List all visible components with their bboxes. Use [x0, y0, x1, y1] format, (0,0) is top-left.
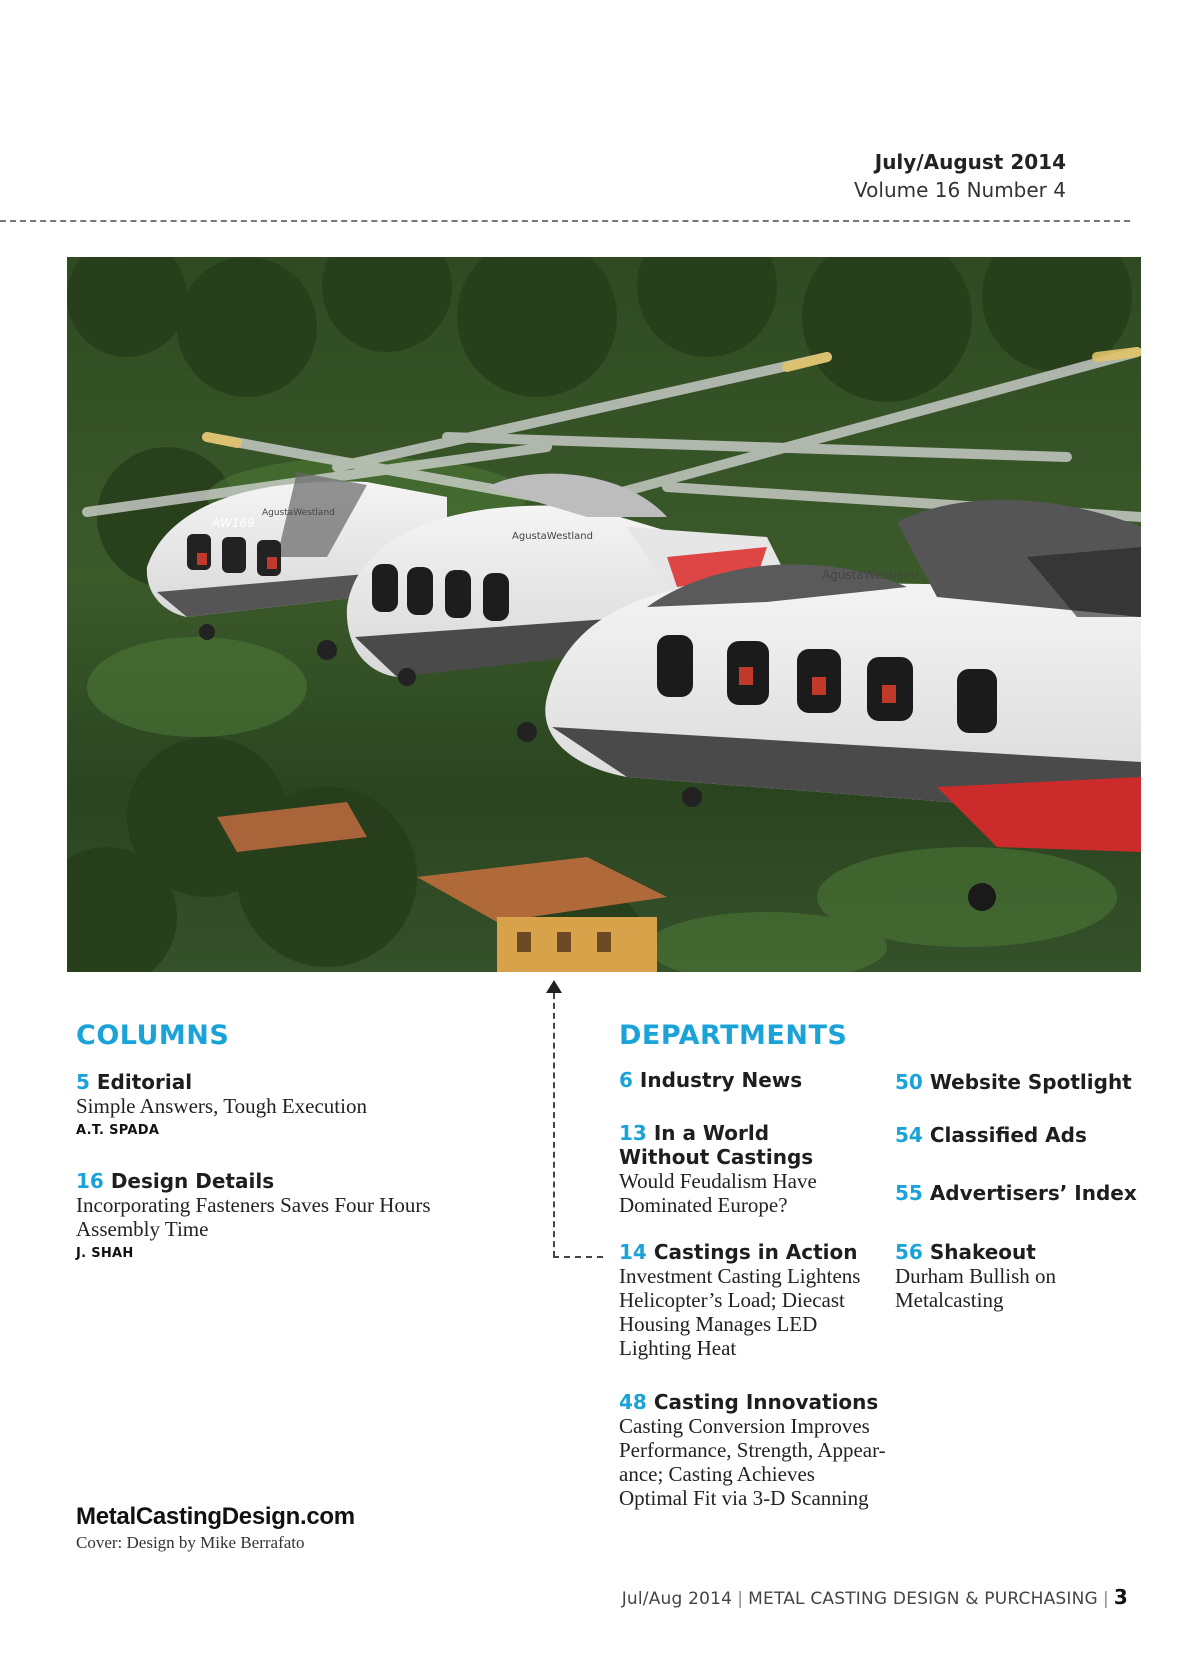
dept-entry-world-without-castings[interactable]: [619, 1121, 829, 1217]
footer-separator: |: [1102, 1589, 1109, 1609]
svg-text:AgustaWestland: AgustaWestland: [512, 531, 593, 542]
footer-issue: Jul/Aug 2014: [621, 1589, 733, 1609]
entry-description: Durham Bullish on Metalcasting: [895, 1264, 1056, 1312]
page-number: 13: [619, 1121, 647, 1145]
dept-entry-advertisers-index[interactable]: [895, 1181, 1195, 1205]
dept-entry-shakeout[interactable]: [895, 1240, 1115, 1312]
page-number-footer: 3: [1113, 1585, 1128, 1609]
entry-heading: Castings in Action: [653, 1240, 858, 1264]
svg-text:AW169: AW169: [212, 516, 255, 530]
page-number: 16: [76, 1169, 104, 1193]
cover-photo: [67, 257, 1141, 972]
pointer-line-vertical: [553, 993, 555, 1257]
entry-description: Would Feudalism Have Dominated Europe?: [619, 1169, 817, 1217]
website-link[interactable]: MetalCastingDesign.com: [76, 1503, 355, 1530]
dept-entry-castings-in-action[interactable]: [619, 1240, 874, 1360]
departments-heading: DEPARTMENTS: [619, 1020, 848, 1051]
entry-title: [895, 1123, 1195, 1147]
dept-entry-casting-innovations[interactable]: [619, 1390, 889, 1510]
arrow-up-icon: [546, 980, 562, 993]
page-number: 6: [619, 1068, 633, 1092]
page-number: 50: [895, 1070, 923, 1094]
entry-title: [895, 1070, 1195, 1094]
entry-title: [619, 1390, 889, 1414]
entry-heading: Classified Ads: [929, 1123, 1087, 1147]
entry-title: [619, 1240, 874, 1264]
entry-heading: Advertisers’ Index: [929, 1181, 1137, 1205]
entry-description: Simple Answers, Tough Execution: [76, 1094, 367, 1118]
page-number: 14: [619, 1240, 647, 1264]
entry-title: [895, 1240, 1115, 1264]
entry-description: Investment Casting Lightens Helicopter’s Load; Diecast Housing Manages LED Lighting Heat: [619, 1264, 861, 1360]
entry-title: [76, 1070, 476, 1094]
entry-title: [619, 1121, 829, 1169]
entry-title: [76, 1169, 476, 1193]
column-entry-design-details[interactable]: [76, 1169, 476, 1261]
page-number: 48: [619, 1390, 647, 1414]
page-footer: [622, 1585, 1128, 1609]
svg-text:AgustaWestland: AgustaWestland: [822, 568, 920, 582]
entry-heading: Website Spotlight: [929, 1070, 1132, 1094]
issue-date: July/August 2014: [874, 150, 1066, 174]
page-number: 55: [895, 1181, 923, 1205]
footer-publication: METAL CASTING DESIGN & PURCHASING: [748, 1589, 1098, 1609]
pointer-line-horizontal: [553, 1256, 603, 1258]
entry-title: [895, 1181, 1195, 1205]
entry-author: J. SHAH: [76, 1246, 134, 1261]
columns-heading: COLUMNS: [76, 1020, 230, 1051]
entry-heading: Editorial: [96, 1070, 193, 1094]
page-number: 56: [895, 1240, 923, 1264]
header-divider: [0, 220, 1130, 222]
page-number: 54: [895, 1123, 923, 1147]
entry-description: Incorporating Fasteners Saves Four Hours Assembly Time: [76, 1193, 431, 1241]
entry-author: A.T. SPADA: [76, 1123, 160, 1138]
entry-heading: Casting Innovations: [653, 1390, 879, 1414]
entry-heading: Shakeout: [929, 1240, 1036, 1264]
page-number: 5: [76, 1070, 90, 1094]
footer-separator: |: [737, 1589, 744, 1609]
entry-heading: Industry News: [639, 1068, 803, 1092]
entry-title: [619, 1068, 874, 1092]
issue-volume: Volume 16 Number 4: [854, 178, 1066, 202]
cover-credit: Cover: Design by Mike Berrafato: [76, 1533, 305, 1552]
entry-heading: Design Details: [110, 1169, 275, 1193]
dept-entry-classified-ads[interactable]: [895, 1123, 1195, 1147]
dept-entry-website-spotlight[interactable]: [895, 1070, 1195, 1094]
column-entry-editorial[interactable]: [76, 1070, 476, 1138]
svg-text:AgustaWestland: AgustaWestland: [262, 508, 335, 518]
dept-entry-industry-news[interactable]: [619, 1068, 874, 1092]
entry-description: Casting Conversion Improves Performance, Strength, Appear-ance; Casting Achieves Optimal Fit via 3-D Scanning: [619, 1414, 886, 1510]
entry-heading: In a World Without Castings: [619, 1121, 814, 1169]
